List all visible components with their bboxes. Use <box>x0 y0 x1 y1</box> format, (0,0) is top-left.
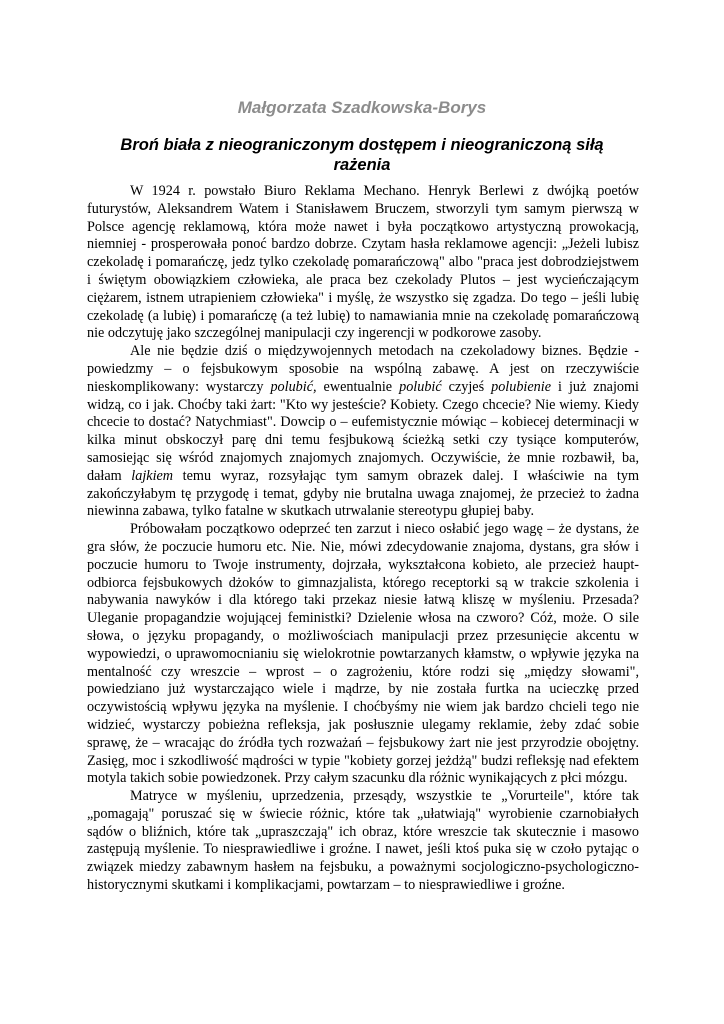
text-run: temu wyraz, rozsyłając tym samym obrazek dalej. I właściwie na tym zakończyłabym tę przygodę i temat, gdyby nie brutalna uwaga znajomej, że przecież to żadna niewinna zabawa, tylko fatalne w skutkach utrwalanie stereotypu głupiej baby. <box>87 467 639 520</box>
paragraph-4 <box>87 788 639 895</box>
italic-run: polubić, <box>270 378 317 395</box>
text-run: W 1924 r. powstało Biuro Reklama Mechano. Henryk Berlewi z dwójką poetów futurystów, Aleksandrem Watem i Stanisławem Bruczem, stworzyli tym samym pierwszą w Polsce agencję reklamową, która może nawet i była początkowo artystyczną prowokacją, niemniej - prosperowała ponoć bardzo dobrze. Czytam hasła reklamowe agencji: „Jeżeli lubisz czekoladę i pomarańczę, jedz tylko czekoladę pomarańczową" albo "praca jest dobrodziejstwem i świętym obowiązkiem człowieka, ale praca bez czekolady Plutos – jest wycieńczającym ciężarem, istnem utrapieniem człowieka" i myślę, że wszystko się zgadza. Do tego – jeśli lubię czekoladę (a lubię) i pomarańczę (a też lubię) to namawiania mnie na czekoladę pomarańczową nie odczytuję jako szczególnej manipulacji czy ingerencji w podkorowe zasoby. <box>87 183 639 342</box>
italic-run: polubienie <box>491 378 551 395</box>
text-run: Matryce w myśleniu, uprzedzenia, przesądy, wszystkie te „Vorurteile", które tak „pomagają" poruszać się w świecie różnic, które tak „ułatwiają" wyrobienie czarnobiałych sądów o bliźnich, które tak „upraszczają" ich obraz, które wreszcie tak skutecznie i masowo zastępują myślenie. To niesprawiedliwe i groźne. I nawet, jeśli ktoś puka się w czoło pytając o związek miedzy zabawnym hasłem na fejsbuku, a poważnymi socjologiczno-psychologiczno-historycznymi skutkami i komplikacjami, powtarzam – to niesprawiedliwe i groźne. <box>87 788 639 894</box>
article-body <box>87 183 639 895</box>
text-run: i już znajomi widzą, co i jak. Choćby taki żart: "Kto wy jesteście? Kobiety. Czego chcecie? Nie wiemy. Kiedy chcecie to dostać? Natychmiast". Dowcip o – eufemistycznie mówiąc – kobiecej determinacji w kilka minut obskoczył parę dni temu fesjbukową ścieżką setki czy tysiące komputerów, samosiejąc się wśród znajomych znajomych znajomych. Oczywiście, że mnie rozbawił, ba, dałam <box>87 378 639 484</box>
italic-run: lajkiem <box>131 467 174 484</box>
text-run: ewentualnie <box>316 378 400 395</box>
text-run: czyjeś <box>441 378 492 395</box>
paragraph-1 <box>87 183 639 343</box>
text-run: Próbowałam początkowo odeprzeć ten zarzut i nieco osłabić jego wagę – że dystans, że gra słów, że poczucie humoru etc. Nie. Nie, mówi zdecydowanie znajoma, dystans, gra słów i poczucie humoru to Twoje instrumenty, dojrzała, wykształcona kobieto, ale przecież haupt-odbiorca fejsbukowych dżoków to gimnazjalista, którego receptorki są w trakcie szkolenia i nabywania nawyków i dla którego taki przekaz niesie łatwą kliszę w myśleniu. Przesada? Uleganie propagandzie wojującej feministki? Dzielenie włosa na czworo? Cóż, może. O sile słowa, o języku propagandy, o możliwościach manipulacji przez przesunięcie akcentu w wypowiedzi, o uprawomocnianiu się wielokrotnie powtarzanych kłamstw, o wpływie języka na mentalność czy wreszcie – wprost – o zagrożeniu, które rodzi się „między słowami", powiedziano już wystarczająco wiele i mądrze, by nie została furtka na ucieczkę przed oczywistością wpływu języka na myślenie. I choćbyśmy nie wiem jak bardzo chcieli tego nie widzieć, wystarczy pobieżna refleksja, jak posłusznie ulegamy reklamie, żeby zdać sobie sprawę, że – wracając do źródła tych rozważań – fejsbukowy żart nie jest przyrodzie obojętny. Zasięg, moc i szkodliwość mądrości w typie "kobiety gorzej jeżdżą" budzi refleksję nad efektem motyla takich sobie powiedzonek. Przy całym szacunku dla różnic wynikających z płci mózgu. <box>87 521 639 787</box>
paragraph-3 <box>87 521 639 788</box>
article-title: Broń biała z nieograniczonym dostępem i nieograniczoną siłą rażenia <box>120 136 604 174</box>
italic-run: polubić <box>399 378 442 395</box>
text-run: Ale nie będzie dziś o międzywojennych metodach na czekoladowy biznes. Będzie - powiedzmy – o fejsbukowym sposobie na wspólną zabawę. A jest on rzeczywiście nieskomplikowany: wystarczy <box>87 343 639 395</box>
author-name: Małgorzata Szadkowska-Borys <box>237 98 487 117</box>
paragraph-2 <box>87 343 639 521</box>
